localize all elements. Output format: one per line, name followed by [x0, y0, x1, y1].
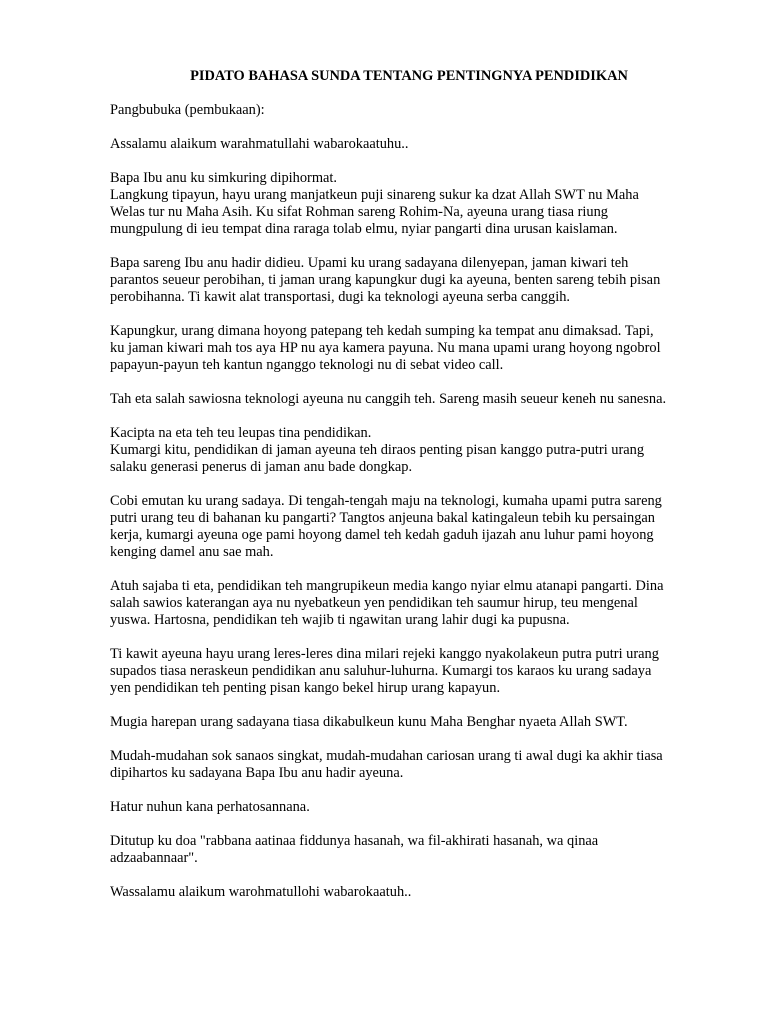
text-line: Welas tur nu Maha Asih. Ku sifat Rohman sareng Rohim-Na, ayeuna urang tiasa riung: [110, 204, 609, 220]
paragraph: [110, 748, 708, 782]
paragraph: [110, 170, 708, 238]
text-line: dipihartos ku sadayana Bapa Ibu anu hadir ayeuna.: [110, 765, 404, 781]
paragraph: [110, 714, 708, 731]
text-line: Hatur nuhun kana perhatosannana.: [110, 799, 310, 815]
text-line: Mudah-mudahan sok sanaos singkat, mudah-mudahan cariosan urang ti awal dugi ka akhir tiasa: [110, 748, 663, 764]
paragraph: [110, 799, 708, 816]
text-line: Kapungkur, urang dimana hoyong patepang teh kedah sumping ka tempat anu dimaksad. Tapi,: [110, 323, 654, 339]
paragraph: [110, 646, 708, 697]
text-line: parantos seueur perobihan, ti jaman urang kapungkur dugi ka ayeuna, benten sareng tebih pisan: [110, 272, 661, 288]
text-line: putri urang teu di bahanan ku pangarti? Tangtos anjeuna bakal katingaleun tebih ku persaingan: [110, 510, 655, 526]
text-line: kerja, kumargi ayeuna oge pami hoyong damel teh kedah gaduh ijazah anu luhur pami hoyong: [110, 527, 654, 543]
text-line: Langkung tipayun, hayu urang manjatkeun puji sinareng sukur ka dzat Allah SWT nu Maha: [110, 187, 639, 203]
text-line: Tah eta salah sawiosna teknologi ayeuna nu canggih teh. Sareng masih seueur keneh nu sanesna.: [110, 391, 667, 407]
paragraph: [110, 323, 708, 374]
paragraph: [110, 833, 708, 867]
text-line: Assalamu alaikum warahmatullahi wabarokaatuhu..: [110, 136, 409, 152]
text-line: yuswa. Hartosna, pendidikan teh wajib ti ngawitan urang lahir dugi ka pupusna.: [110, 612, 570, 628]
text-line: perobihanna. Ti kawit alat transportasi, dugi ka teknologi ayeuna serba canggih.: [110, 289, 570, 305]
text-line: Cobi emutan ku urang sadaya. Di tengah-tengah maju na teknologi, kumaha upami putra sareng: [110, 493, 662, 509]
text-line: Pangbubuka (pembukaan):: [110, 102, 265, 118]
paragraph: [110, 884, 708, 901]
text-line: Kumargi kitu, pendidikan di jaman ayeuna teh diraos penting pisan kanggo putra-putri urang: [110, 442, 645, 458]
text-line: Atuh sajaba ti eta, pendidikan teh mangrupikeun media kango nyiar elmu atanapi pangarti. Dina: [110, 578, 664, 594]
paragraph: [110, 391, 708, 408]
text-line: salah sawios katerangan aya nu nyebatkeun yen pendidikan teh saumur hirup, teu mengenal: [110, 595, 638, 611]
text-line: Ti kawit ayeuna hayu urang leres-leres dina milari rejeki kanggo nyakolakeun putra putri urang: [110, 646, 659, 662]
document-title: PIDATO BAHASA SUNDA TENTANG PENTINGNYA PENDIDIKAN: [190, 68, 628, 84]
paragraph: [110, 493, 708, 561]
document-body: [110, 102, 708, 901]
text-line: Bapa Ibu anu ku simkuring dipihormat.: [110, 170, 338, 186]
text-line: kenging damel anu sae mah.: [110, 544, 274, 560]
text-line: supados tiasa neraskeun pendidikan anu saluhur-luhurna. Kumargi tos karaos ku urang sadaya: [110, 663, 652, 679]
text-line: yen pendidikan teh penting pisan kango bekel hirup urang kapayun.: [110, 680, 501, 696]
text-line: Kacipta na eta teh teu leupas tina pendidikan.: [110, 425, 372, 441]
text-line: Mugia harepan urang sadayana tiasa dikabulkeun kunu Maha Benghar nyaeta Allah SWT.: [110, 714, 628, 730]
text-line: papayun-payun teh kantun nganggo teknologi nu di sebat video call.: [110, 357, 504, 373]
text-line: salaku generasi penerus di jaman anu bade dongkap.: [110, 459, 413, 475]
paragraph: [110, 102, 708, 119]
paragraph: [110, 425, 708, 476]
paragraph: [110, 578, 708, 629]
text-line: Ditutup ku doa "rabbana aatinaa fiddunya hasanah, wa fil-akhirati hasanah, wa qinaa: [110, 833, 599, 849]
text-line: ku jaman kiwari mah tos aya HP nu aya kamera payuna. Nu mana upami urang hoyong ngobrol: [110, 340, 661, 356]
text-line: Bapa sareng Ibu anu hadir didieu. Upami ku urang sadayana dilenyepan, jaman kiwari teh: [110, 255, 629, 271]
text-line: adzaabannaar".: [110, 850, 198, 866]
paragraph: [110, 255, 708, 306]
paragraph: [110, 136, 708, 153]
text-line: mungpulung di ieu tempat dina raraga tolab elmu, nyiar pangarti dina urusan kaislaman.: [110, 221, 618, 237]
text-line: Wassalamu alaikum warohmatullohi wabarokaatuh..: [110, 884, 412, 900]
